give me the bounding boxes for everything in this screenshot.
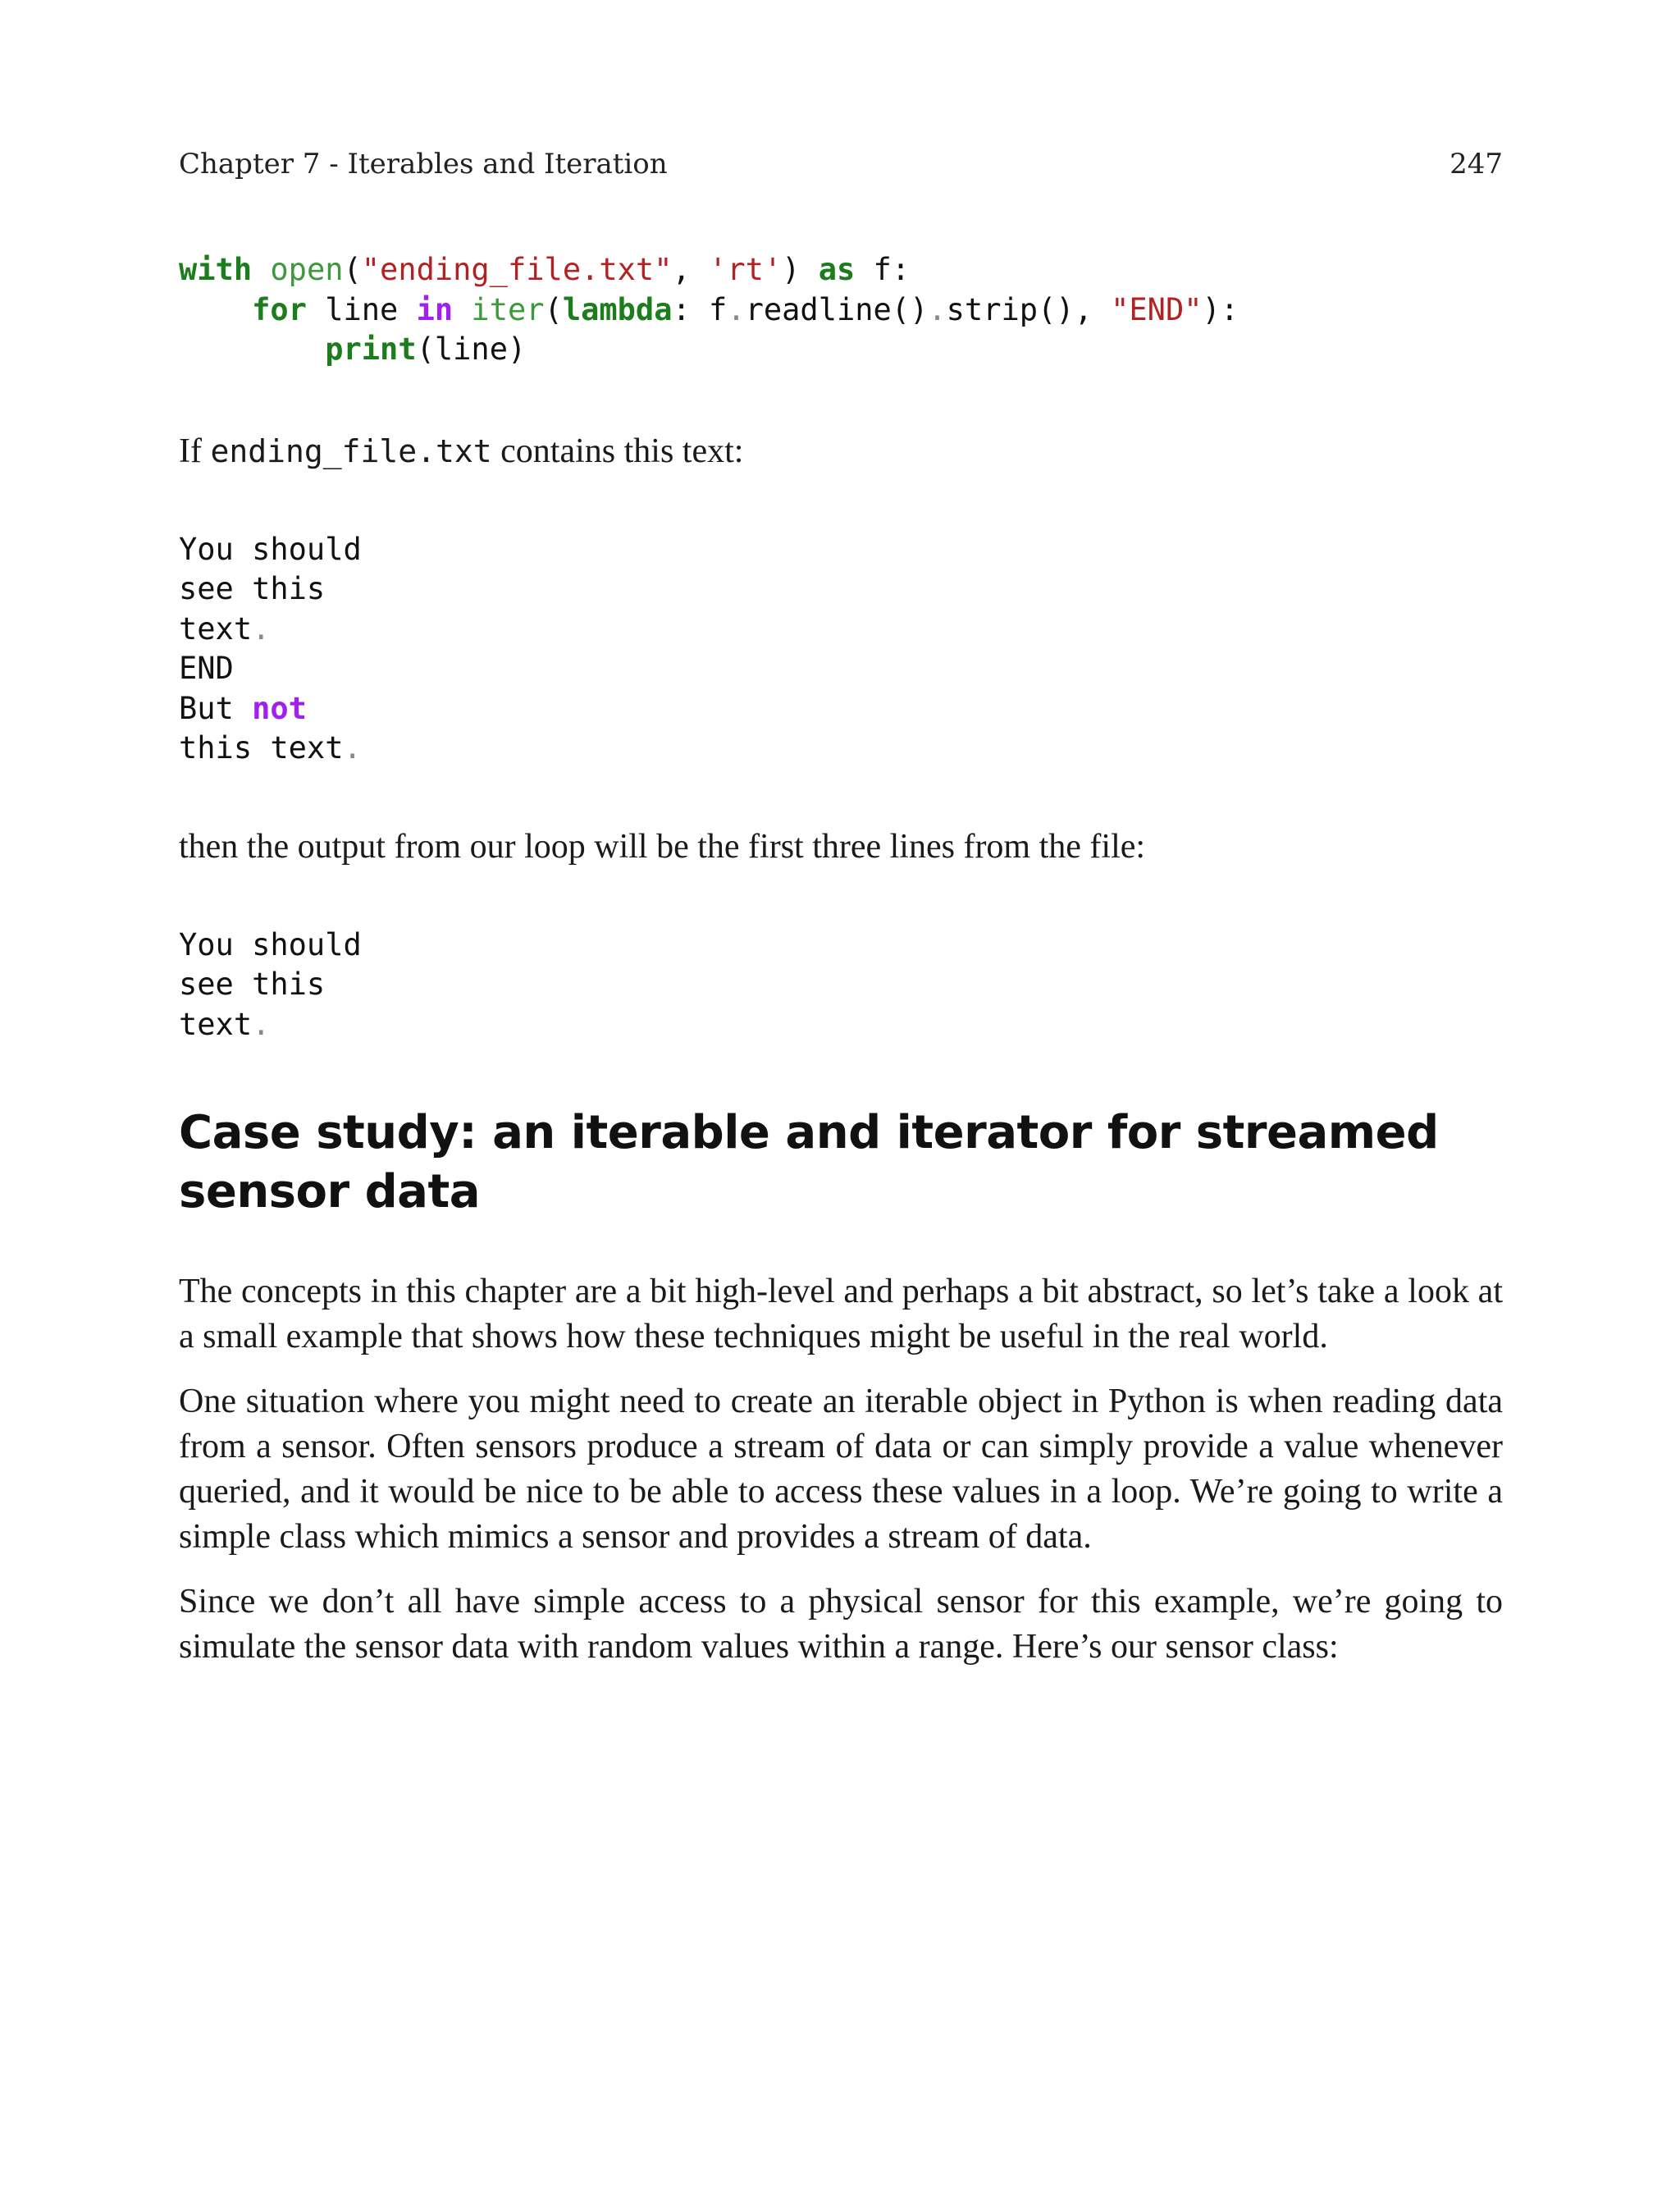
code-token: .	[727, 291, 746, 327]
code-line: You should	[179, 926, 362, 962]
code-token: line	[306, 291, 417, 327]
paragraph-sensor-situation: One situation where you might need to create an iterable object in Python is when reading data from a sensor. Often sensors produce a stream of data or can simply provide a value whenever queried, and it would be nice to be able to access these values in a loop. We’re going to write a simple class which mimics a sensor and provides a stream of data.	[179, 1383, 1503, 1556]
code-token: in	[416, 291, 454, 327]
code-token	[179, 292, 252, 327]
page-number: 247	[1449, 148, 1503, 181]
code-token: (	[343, 252, 362, 287]
code-token: .	[252, 610, 271, 647]
heading-line: sensor data	[179, 1165, 481, 1218]
code-token: iter	[453, 291, 545, 327]
code-token: .	[252, 1006, 271, 1042]
code-token: readline()	[745, 291, 929, 327]
code-token: lambda	[562, 291, 673, 327]
code-token: open	[270, 252, 344, 287]
code-line: see this	[179, 967, 326, 1002]
code-token: text	[179, 610, 253, 647]
code-token: "END"	[1111, 291, 1203, 327]
code-line: END	[179, 651, 234, 686]
code-block-loop-output	[179, 926, 1503, 1045]
code-token: ,	[672, 252, 710, 287]
section-heading	[179, 1104, 1503, 1222]
code-line: You should	[179, 531, 362, 567]
code-token: as	[818, 252, 856, 287]
inline-code-filename: ending_file.txt	[210, 432, 492, 469]
paragraph-output-intro: then the output from our loop will be the first three lines from the file:	[179, 827, 1146, 866]
code-token: (line)	[416, 331, 527, 367]
code-token	[179, 331, 325, 367]
code-block-file-contents	[179, 530, 1503, 769]
running-header	[179, 148, 1503, 181]
code-token: ):	[1202, 291, 1239, 327]
code-token: for	[252, 291, 307, 327]
code-token: with	[179, 252, 253, 287]
code-block-iter-sentinel	[179, 250, 1503, 370]
code-token: not	[252, 690, 307, 726]
page-content	[179, 250, 1503, 1670]
code-token: .	[343, 730, 362, 766]
code-line: see this	[179, 571, 326, 606]
heading-line: Case study: an iterable and iterator for streamed	[179, 1106, 1439, 1159]
code-token: f:	[855, 252, 911, 287]
paragraph-intro-file	[179, 429, 1503, 474]
code-token: 'rt'	[709, 252, 783, 287]
paragraph-simulate-sensor: Since we don’t all have simple access to a physical sensor for this example, we’re going to simulate the sensor data with random values within a range. Here’s our sensor class:	[179, 1583, 1503, 1666]
code-token: strip(),	[946, 291, 1112, 327]
code-token: "ending_file.txt"	[361, 252, 673, 287]
code-token: But	[179, 690, 253, 726]
chapter-title: Chapter 7 - Iterables and Iteration	[179, 148, 668, 181]
code-token: )	[782, 252, 819, 287]
code-token: print	[325, 331, 417, 367]
paragraph-concepts: The concepts in this chapter are a bit high-level and perhaps a bit abstract, so let’s take a look at a small example that shows how these techniques might be useful in the real world.	[179, 1273, 1503, 1355]
paragraph-text: contains this text:	[491, 432, 744, 470]
code-token: : f	[672, 291, 728, 327]
code-token: (	[544, 291, 563, 327]
code-token: text	[179, 1006, 253, 1042]
code-token: .	[928, 291, 947, 327]
code-token: this text	[179, 730, 344, 766]
paragraph-text: If	[179, 432, 211, 470]
